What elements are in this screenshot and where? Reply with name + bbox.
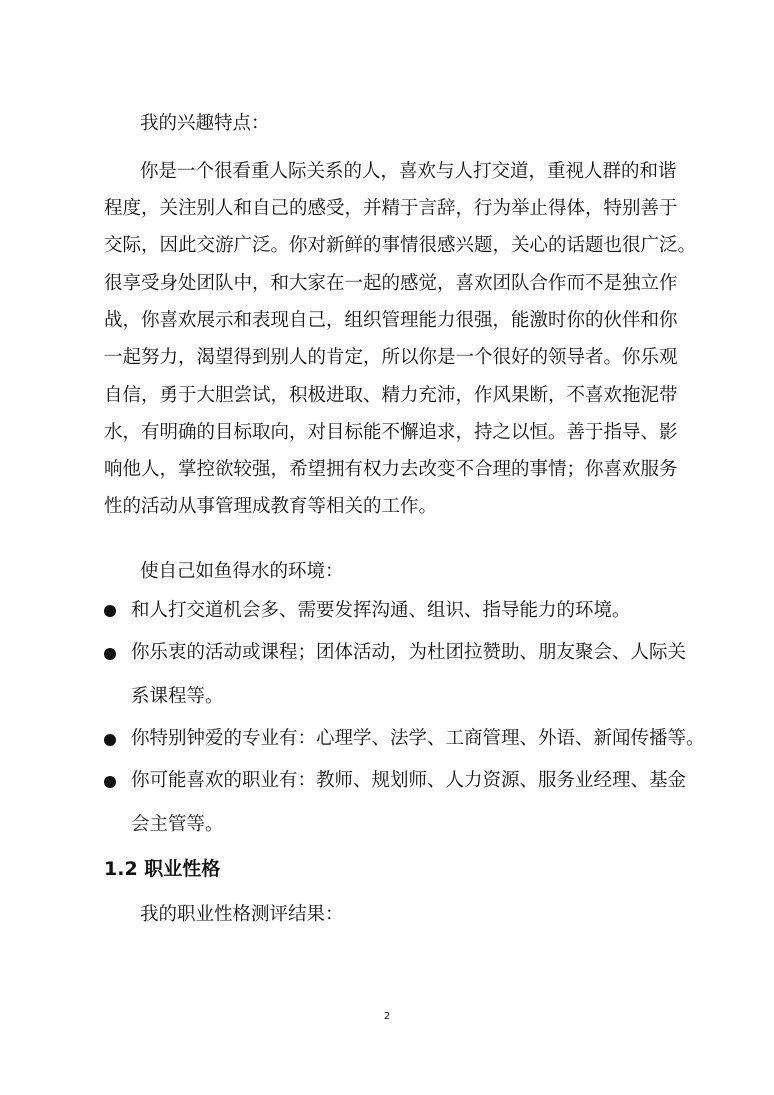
- list-item-text: 你特别钟爱的专业有：心理学、法学、工商管理、外语、新闻传播等。: [131, 728, 705, 749]
- bullet-icon: [104, 648, 116, 660]
- interest-paragraph-line: 自信，勇于大胆尝试，积极进取、精力充沛，作风果断，不喜欢拖泥带: [104, 385, 678, 406]
- interest-paragraph-line: 你是一个很看重人际关系的人，喜欢与人打交道，重视人群的和谐: [140, 161, 677, 182]
- interest-paragraph-line: 水，有明确的目标取向，对目标能不懈追求，持之以恒。善于指导、影: [104, 422, 678, 443]
- page-number: 2: [383, 1011, 391, 1022]
- bullet-icon: [104, 605, 116, 617]
- bullet-icon: [104, 776, 116, 788]
- interest-paragraph-line: 程度，关注别人和自己的感受，并精于言辞，行为举止得体，特别善于: [104, 198, 678, 219]
- interest-paragraph-line: 战，你喜欢展示和表现自己，组织管理能力很强，能激时你的伙伴和你: [104, 310, 678, 331]
- list-item-text: 和人打交道机会多、需要发挥沟通、组识、指导能力的环境。: [131, 600, 631, 621]
- interest-paragraph-line: 交际，因此交游广泛。你对新鲜的事情很感兴题，关心的话题也很广泛。: [104, 235, 697, 256]
- list-item-text: 系课程等。: [131, 686, 224, 707]
- list-item-text: 会主管等。: [131, 814, 224, 835]
- interest-paragraph-line: 很享受身处团队中，和大家在一起的感觉，喜欢团队合作而不是独立作: [104, 273, 678, 294]
- interest-paragraph-line: 一起努力，渴望得到别人的肯定，所以你是一个很好的领导者。你乐观: [104, 347, 678, 368]
- interest-paragraph-line: 响他人，掌控欲较强，希望拥有权力去改变不合理的事情；你喜欢服务: [104, 459, 678, 480]
- interest-paragraph-line: 性的活动从事管理成教育等相关的工作。: [104, 496, 438, 517]
- environment-title: 使自己如鱼得水的环境：: [140, 561, 344, 582]
- list-item-text: 你乐衷的活动或课程；团体活动，为杜团拉赞助、朋友聚会、人际关: [131, 642, 687, 663]
- bullet-icon: [104, 734, 116, 746]
- interest-title: 我的兴趣特点：: [140, 113, 270, 134]
- section-heading: 1.2 职业性格: [104, 858, 221, 880]
- personality-intro: 我的职业性格测评结果：: [140, 904, 344, 925]
- list-item-text: 你可能喜欢的职业有：教师、规划师、人力资源、服务业经理、基金: [131, 770, 687, 791]
